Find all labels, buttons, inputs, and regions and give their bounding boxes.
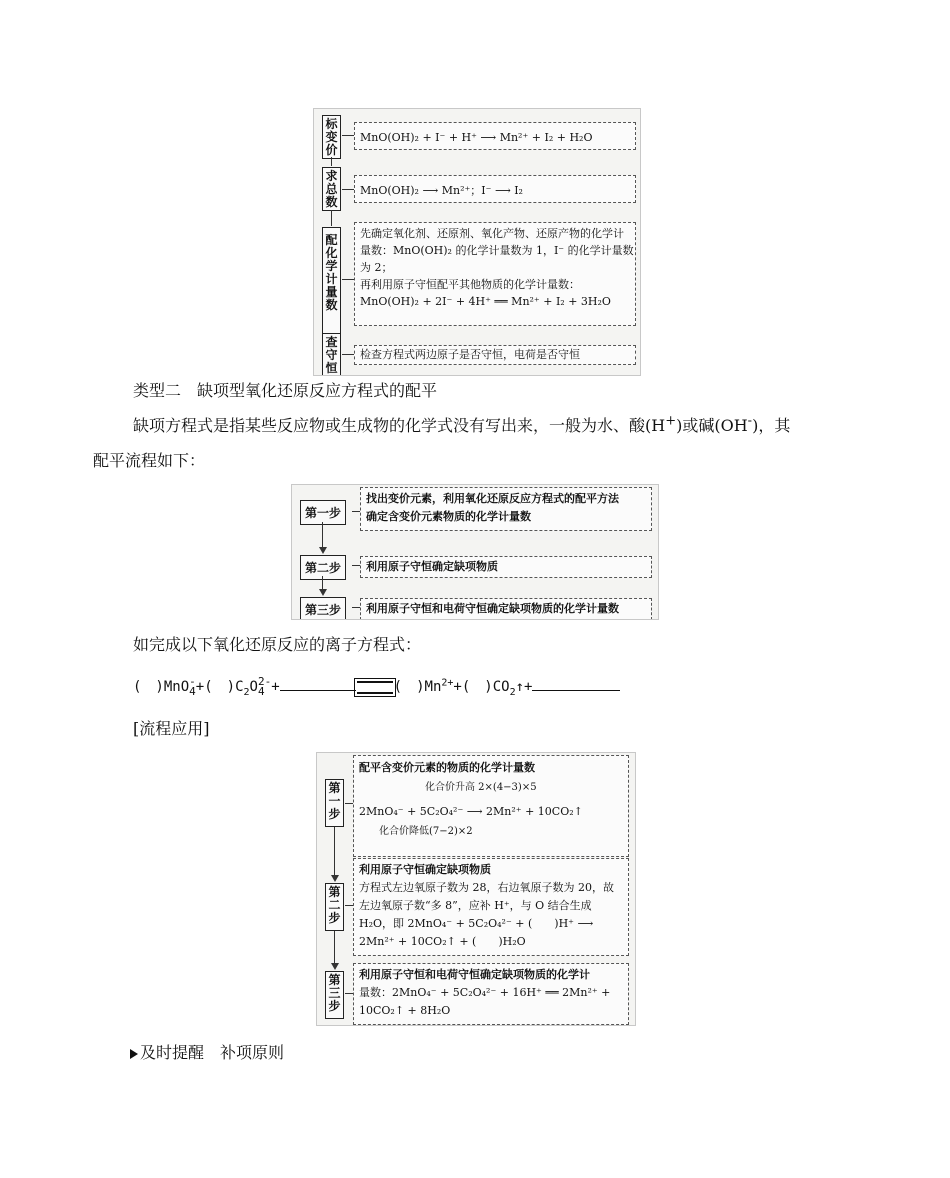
step-label-3: 第三步 — [325, 971, 344, 1019]
arrow-down-icon — [331, 963, 339, 970]
step-content-1: 配平含变价元素的物质的化学计量数 化合价升高 2×(4−3)×5 2MnO₄⁻ + 5C₂O₄²⁻ ⟶ 2Mn²⁺ + 10CO₂↑ 化合价降低(7−2)×2 — [353, 755, 629, 857]
connector-line — [345, 905, 353, 906]
step-content-mark-valence: MnO(OH)₂ + I⁻ + H⁺ ⟶ Mn²⁺ + I₂ + H₂O — [354, 122, 636, 150]
eq-part: +( )CO — [453, 679, 510, 695]
step-content-2: 利用原子守恒确定缺项物质 方程式左边氧原子数为 28，右边氧原子数为 20，故 左边氧原子数“多 8”，应补 H⁺，与 O 结合生成 H₂O，即 2MnO₄⁻ + 5C₂O₄²⁻ + ( )H⁺ ⟶ 2Mn²⁺ + 10CO₂↑ + ( )H₂O — [353, 858, 629, 956]
step-content-3: 利用原子守恒和电荷守恒确定缺项物质的化学计 量数：2MnO₄⁻ + 5C₂O₄²⁻ + 16H⁺ ══ 2Mn²⁺ + 10CO₂↑ + 8H₂O — [353, 963, 629, 1025]
eq-sub: 2 — [509, 686, 516, 698]
connector-line — [345, 803, 353, 804]
paragraph-line — [133, 413, 790, 436]
eq-part: ↑+ — [515, 679, 533, 695]
step-label-3: 第三步 — [300, 597, 346, 620]
step-label-total: 求总数 — [322, 167, 341, 211]
paragraph-text: 缺项方程式是指某些反应物或生成物的化学式没有写出来，一般为水、酸(H — [133, 416, 666, 435]
example-intro: 如完成以下氧化还原反应的离子方程式： — [133, 635, 422, 654]
eq-part: O — [249, 679, 258, 695]
step-label-2: 第二步 — [325, 883, 344, 931]
arrow-down-icon — [331, 875, 339, 882]
answer-blank-input[interactable] — [532, 676, 620, 691]
step-label-mark-valence: 标变价 — [322, 115, 341, 159]
connector-line — [331, 157, 332, 166]
step-label-2: 第二步 — [300, 555, 346, 580]
connector-line — [342, 354, 354, 355]
eq-part: ( )MnO — [133, 679, 190, 695]
connector-line — [342, 279, 354, 280]
figure-missing-item-flow — [291, 484, 659, 620]
eq-part: + — [271, 679, 280, 695]
connector-line — [334, 931, 335, 965]
connector-line — [345, 993, 353, 994]
paragraph-text: )或碱(OH — [676, 416, 748, 435]
connector-line — [334, 827, 335, 877]
connector-line — [322, 522, 323, 549]
step-content-1: 找出变价元素，利用氧化还原反应方程式的配平方法 确定含变价元素物质的化学计量数 — [360, 487, 652, 531]
connector-line — [342, 135, 354, 136]
eq-sub: 2 — [243, 686, 250, 698]
eq-sub: 4 — [189, 685, 196, 698]
superscript: + — [665, 413, 677, 429]
step-label-1: 第一步 — [300, 500, 346, 525]
reminder-heading — [130, 1040, 284, 1063]
answer-blank-input[interactable] — [280, 676, 356, 691]
step-label-check: 查守恒 — [322, 333, 341, 376]
arrow-down-icon — [319, 589, 327, 596]
connector-line — [331, 210, 332, 226]
eq-sup: 2- — [257, 675, 272, 688]
equals-sign-icon — [357, 681, 393, 694]
connector-line — [352, 511, 360, 512]
paragraph-text: )，其 — [752, 416, 791, 435]
eq-part: +( )C — [195, 679, 244, 695]
reminder-text: 及时提醒 补项原则 — [140, 1043, 285, 1062]
figure-flow-application — [316, 752, 636, 1026]
eq-sup: 2+ — [441, 677, 454, 689]
connector-line — [342, 189, 354, 190]
superscript: - — [747, 413, 753, 429]
arrow-down-icon — [319, 547, 327, 554]
eq-sub: 4 — [257, 685, 265, 698]
paragraph-line: 配平流程如下： — [93, 451, 206, 470]
flow-application-label: [流程应用] — [133, 719, 210, 738]
step-content-total: MnO(OH)₂ ⟶ Mn²⁺；I⁻ ⟶ I₂ — [354, 175, 636, 203]
figure-balancing-steps — [313, 108, 641, 376]
connector-line — [352, 565, 360, 566]
step-label-1: 第一步 — [325, 779, 344, 827]
triangle-bullet-icon — [130, 1049, 138, 1059]
step-content-coefficient: 先确定氧化剂、还原剂、氧化产物、还原产物的化学计 量数：MnO(OH)₂ 的化学计量数为 1，I⁻ 的化学计量数 为 2； 再利用原子守恒配平其他物质的化学计量数： MnO(OH)₂ + 2I⁻ + 4H⁺ ══ Mn²⁺ + I₂ + 3H₂O — [354, 222, 636, 326]
section-heading: 类型二 缺项型氧化还原反应方程式的配平 — [133, 381, 438, 400]
eq-sup: - — [189, 675, 196, 688]
eq-part: ( )Mn — [393, 679, 442, 695]
step-label-coefficient: 配化学计量数 — [322, 227, 341, 339]
connector-line — [352, 607, 360, 608]
step-content-check: 检查方程式两边原子是否守恒，电荷是否守恒 — [354, 345, 636, 365]
step-content-2: 利用原子守恒确定缺项物质 — [360, 556, 652, 578]
step-content-3: 利用原子守恒和电荷守恒确定缺项物质的化学计量数 — [360, 598, 652, 620]
ionic-equation — [133, 676, 620, 698]
